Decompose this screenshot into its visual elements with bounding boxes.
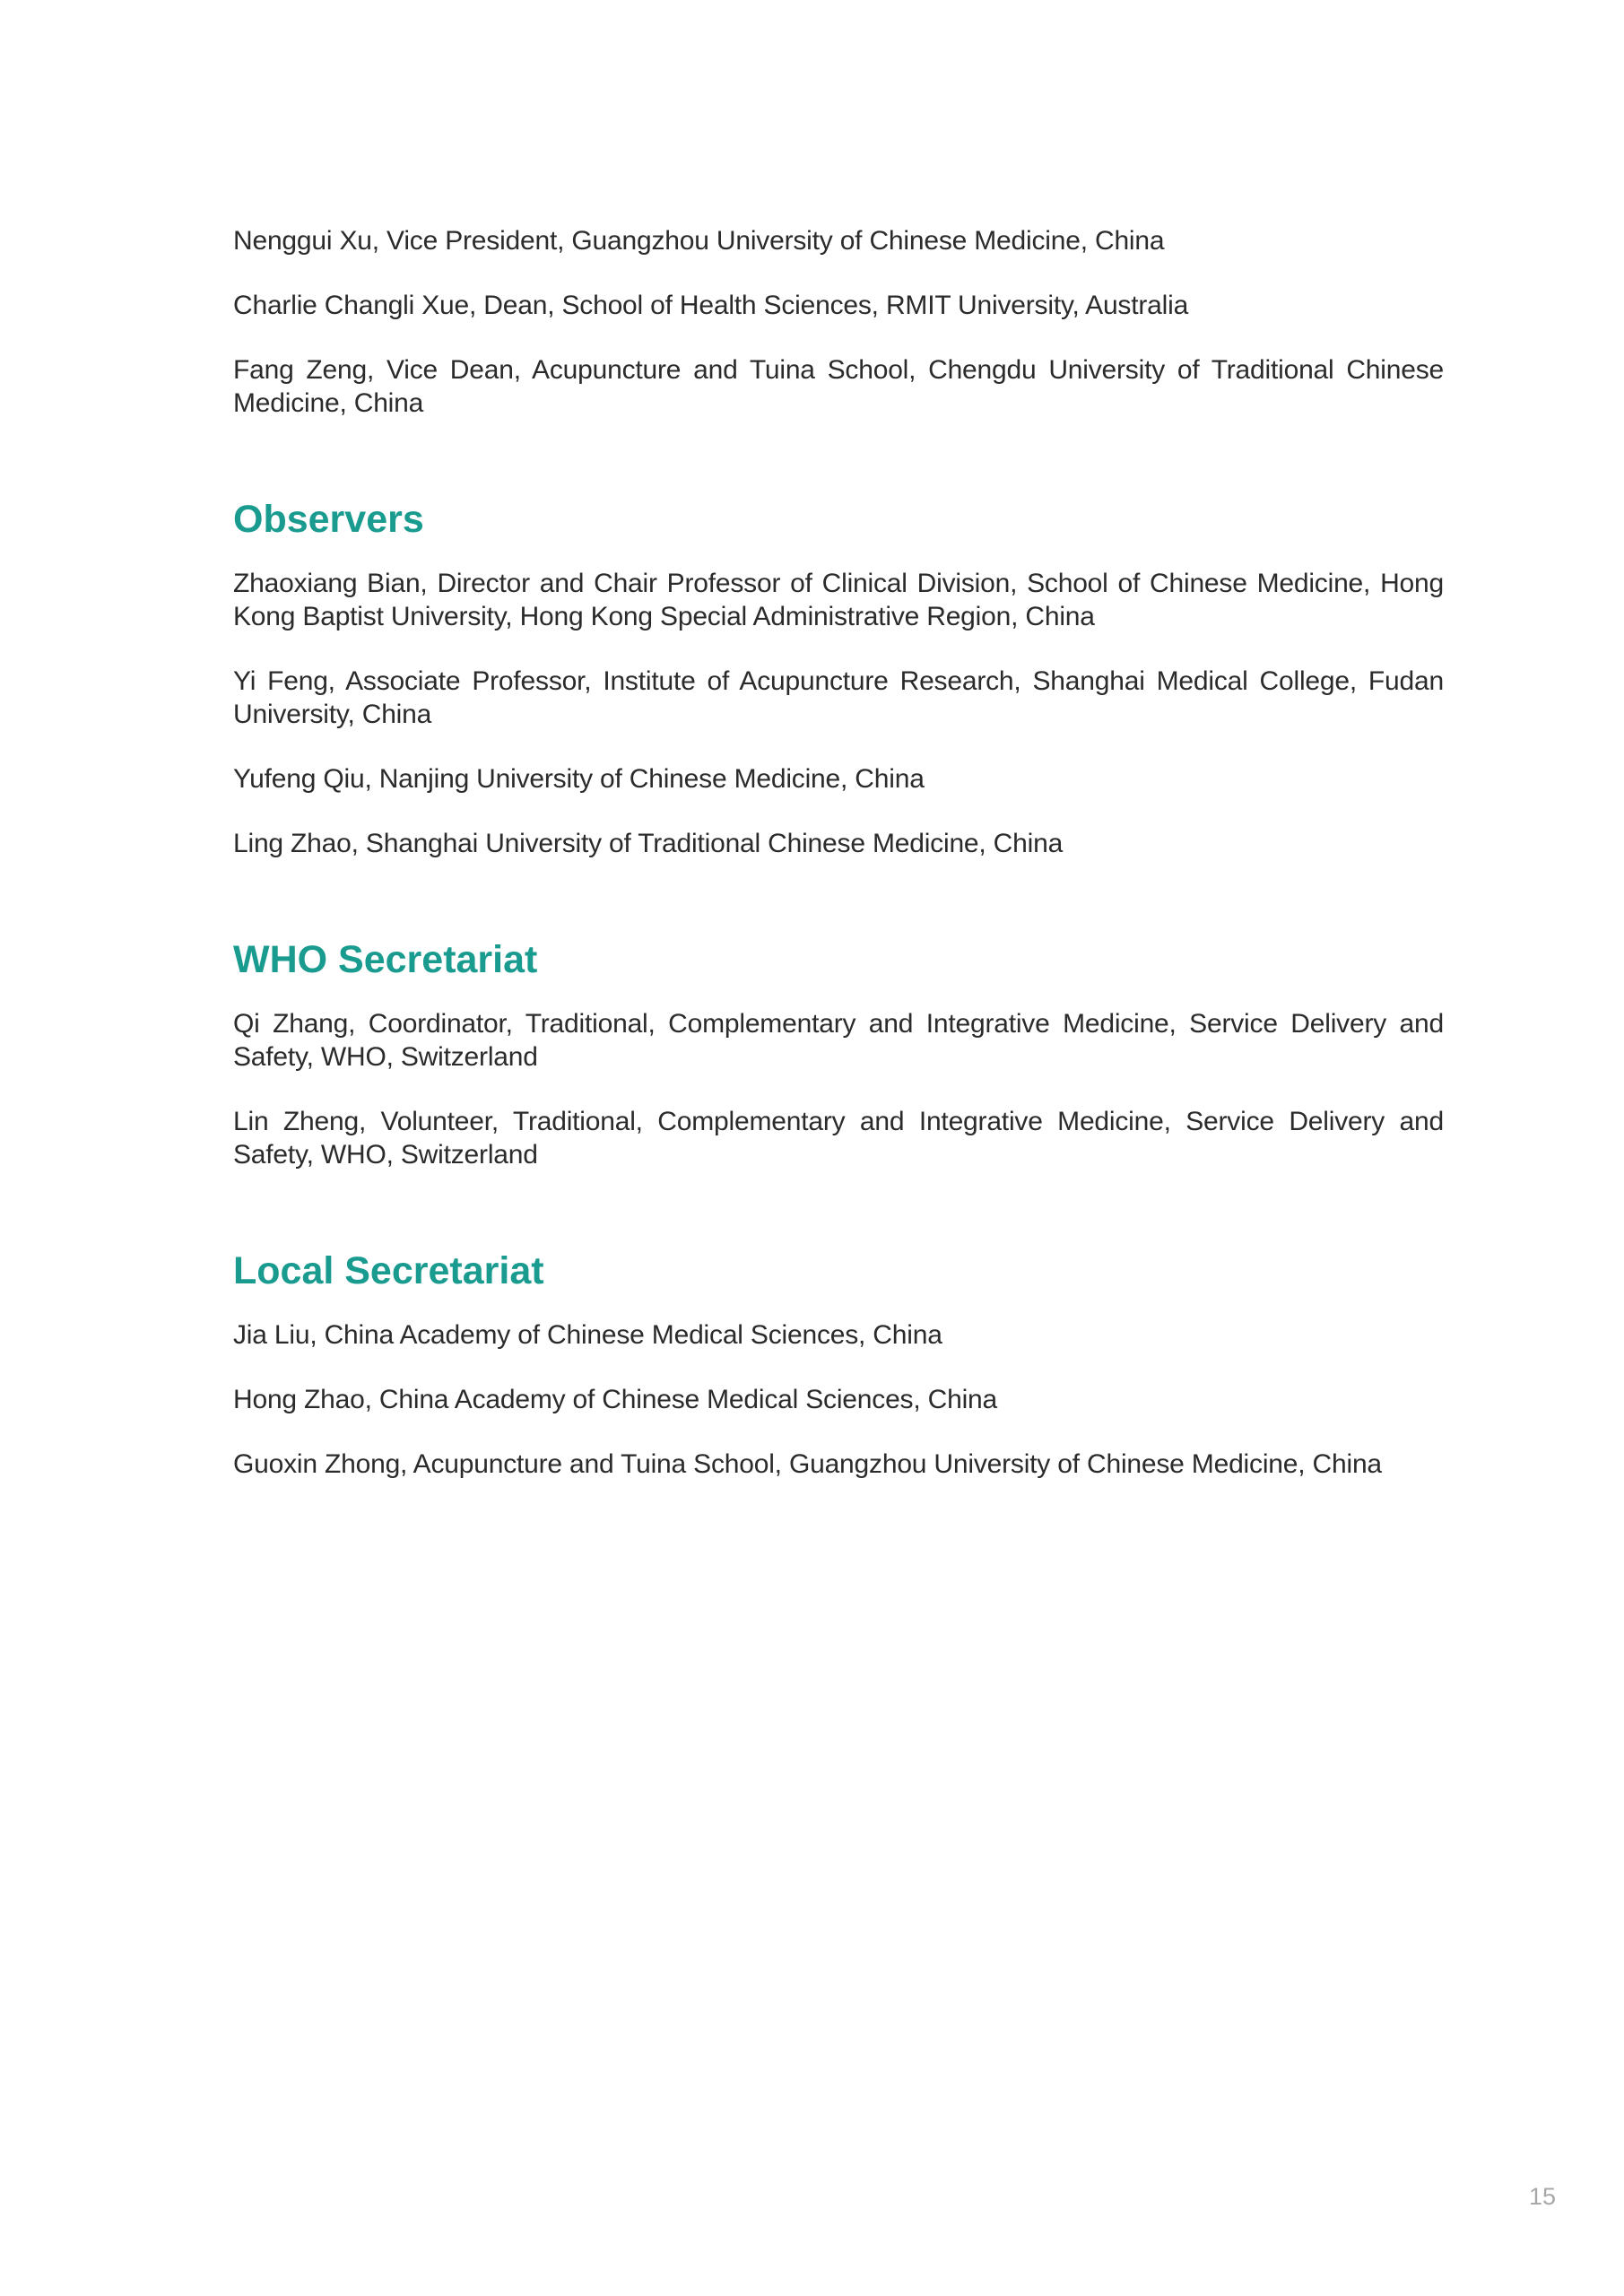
participant-entry: Charlie Changli Xue, Dean, School of Health Sciences, RMIT University, Australia [233,291,1189,320]
local-secretariat-entry: Jia Liu, China Academy of Chinese Medical Sciences, China [233,1320,942,1350]
page-content [233,224,1444,1481]
local-secretariat-entry: Guoxin Zhong, Acupuncture and Tuina School, Guangzhou University of Chinese Medicine, China [233,1449,1382,1479]
who-secretariat-entry: Qi Zhang, Coordinator, Traditional, Complementary and Integrative Medicine, Service Delivery and Safety, WHO, Switzerland [233,1009,1444,1072]
local-secretariat-heading: Local Secretariat [233,1249,544,1292]
page-number: 15 [1528,2183,1556,2210]
participant-entry: Fang Zeng, Vice Dean, Acupuncture and Tuina School, Chengdu University of Traditional Chinese Medicine, China [233,355,1444,418]
participant-entry: Nenggui Xu, Vice President, Guangzhou University of Chinese Medicine, China [233,226,1165,256]
observer-entry: Ling Zhao, Shanghai University of Traditional Chinese Medicine, China [233,829,1064,858]
who-secretariat-entry: Lin Zheng, Volunteer, Traditional, Complementary and Integrative Medicine, Service Delivery and Safety, WHO, Switzerland [233,1107,1444,1170]
observer-entry: Yufeng Qiu, Nanjing University of Chinese Medicine, China [233,764,925,794]
local-secretariat-entry: Hong Zhao, China Academy of Chinese Medical Sciences, China [233,1385,998,1414]
who-secretariat-heading: WHO Secretariat [233,938,538,981]
observers-heading: Observers [233,498,424,541]
observer-entry: Zhaoxiang Bian, Director and Chair Professor of Clinical Division, School of Chinese Medicine, Hong Kong Baptist University, Hong Kong Special Administrative Region, China [233,569,1444,631]
observer-entry: Yi Feng, Associate Professor, Institute of Acupuncture Research, Shanghai Medical College, Fudan University, China [233,666,1444,729]
